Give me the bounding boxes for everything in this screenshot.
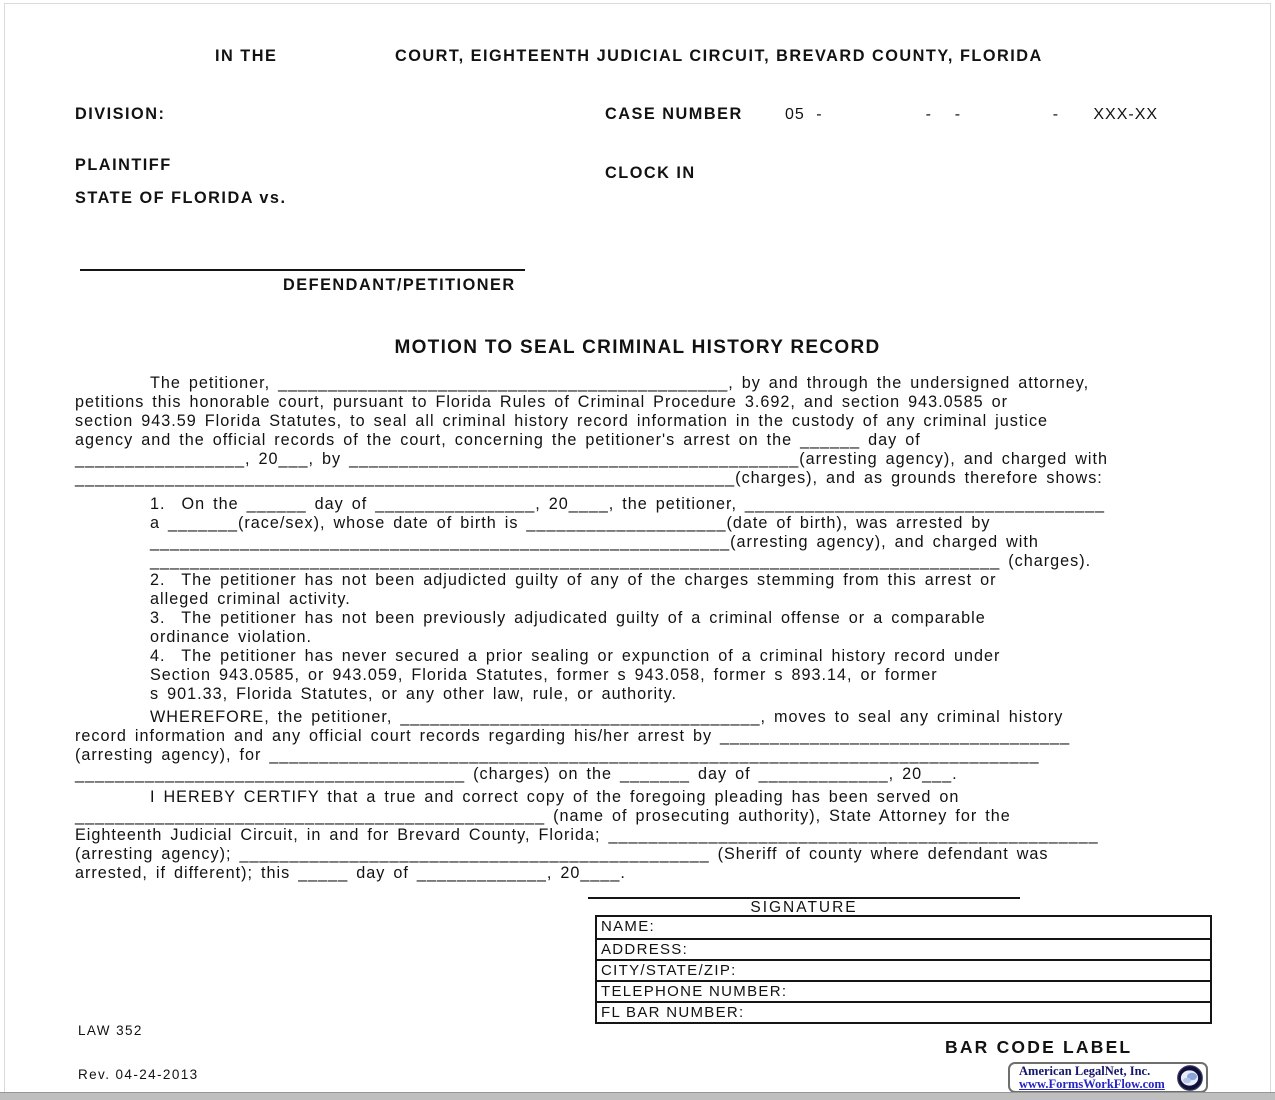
wherefore-line1: WHEREFORE, the petitioner, ____________________________________, moves to seal any criminal history [150,708,1064,727]
legalnet-badge [1008,1062,1208,1093]
certify-line2: _______________________________________________ (name of prosecuting authority), State Attorney for the [75,806,1011,825]
certificate-of-service-paragraph [75,788,1200,883]
case-number-value: 05 - - - - XXX-XX [785,106,1159,123]
wherefore-line4: _______________________________________ (charges) on the _______ day of _____________, 20___. [75,765,958,784]
opening-paragraph [75,374,1200,487]
wherefore-line3: (arresting agency), for _____________________________________________________________________________ [75,746,1040,765]
document-title: MOTION TO SEAL CRIMINAL HISTORY RECORD [394,337,881,358]
item3-line2: ordinance violation. [150,627,312,646]
p1-line2: petitions this honorable court, pursuant to Florida Rules of Criminal Procedure 3.692, and section 943.0585 or [75,392,1009,411]
globe-icon [1177,1065,1203,1091]
bar-code-label: BAR CODE LABEL [945,1037,1133,1057]
item2-line1: 2. The petitioner has not been adjudicted guilty of any of the charges stemming from this arrest or [150,571,997,590]
form-number: LAW 352 [78,1023,143,1038]
address-row: ADDRESS: [597,938,1210,959]
state-vs-line: STATE OF FLORIDA vs. [75,189,287,207]
certify-line1: I HEREBY CERTIFY that a true and correct copy of the foregoing pleading has been served on [150,788,960,807]
revision-date: Rev. 04-24-2013 [78,1066,199,1082]
p1-line4: agency and the official records of the court, concerning the petitioner's arrest on the ______ day of [75,430,921,449]
signature-label: SIGNATURE [750,899,858,916]
legalnet-url-link[interactable]: www.FormsWorkFlow.com [1019,1076,1165,1091]
bottom-gray-strip [0,1092,1275,1100]
wherefore-paragraph [75,708,1200,784]
certify-line5: arrested, if different); this _____ day of _____________, 20____. [75,863,626,882]
p1-line5: _________________, 20___, by _____________________________________________(arresting agency), and charged with [75,449,1109,468]
certify-line3: Eighteenth Judicial Circuit, in and for Brevard County, Florida; _________________________________________________ [75,825,1099,844]
name-row: NAME: [601,918,656,935]
p1-line6: __________________________________________________________________(charges), and as grounds therefore shows: [75,468,1103,487]
plaintiff-label: PLAINTIFF [75,156,172,174]
item4-line3: s 901.33, Florida Statutes, or any other law, rule, or authority. [150,684,677,703]
division-label: DIVISION: [75,105,166,123]
item4-line1: 4. The petitioner has never secured a prior sealing or expunction of a criminal history record under [150,646,1001,665]
item1-line2: a _______(race/sex), whose date of birth is ____________________(date of birth), was arrested by [150,514,991,533]
p1-line3: section 943.59 Florida Statutes, to seal all criminal history record information in the custody of any criminal justice [75,411,1049,430]
document-body [75,374,1200,883]
legalnet-company-name: American LegalNet, Inc. [1019,1064,1151,1078]
wherefore-line2: record information and any official court records regarding his/her arrest by ___________________________________ [75,727,1071,746]
certify-line4: (arresting agency); _______________________________________________ (Sheriff of county where defendant was [75,844,1049,863]
p1-line1: The petitioner, _____________________________________________, by and through the undersigned attorney, [150,374,1090,392]
city-state-zip-row: CITY/STATE/ZIP: [597,959,1210,980]
item4-line2: Section 943.0585, or 943.059, Florida Statutes, former s 943.058, former s 893.14, or former [150,665,938,684]
numbered-grounds-list [150,495,1200,703]
attorney-info-table [595,915,1212,1024]
defendant-signature-line [80,269,525,271]
item1-line3: __________________________________________________________(arresting agency), and charged with [150,533,1039,552]
legalnet-text [1019,1065,1177,1090]
item1-line1: 1. On the ______ day of ________________, 20____, the petitioner, ____________________________________ [150,495,1106,514]
fl-bar-number-row: FL BAR NUMBER: [597,1001,1210,1022]
form-number-block [78,995,199,1100]
item1-line4: _____________________________________________________________________________________ (charges). [150,552,1092,571]
court-header-line: COURT, EIGHTEENTH JUDICIAL CIRCUIT, BREVARD COUNTY, FLORIDA [395,47,1043,65]
case-number-label: CASE NUMBER [605,105,743,123]
item3-line1: 3. The petitioner has not been previously adjudicated guilty of a criminal offense or a comparable [150,608,986,627]
item2-line2: alleged criminal activity. [150,589,351,608]
telephone-row: TELEPHONE NUMBER: [597,980,1210,1001]
in-the-label: IN THE [215,47,278,65]
defendant-petitioner-label: DEFENDANT/PETITIONER [283,276,516,294]
clock-in-label: CLOCK IN [605,164,696,182]
